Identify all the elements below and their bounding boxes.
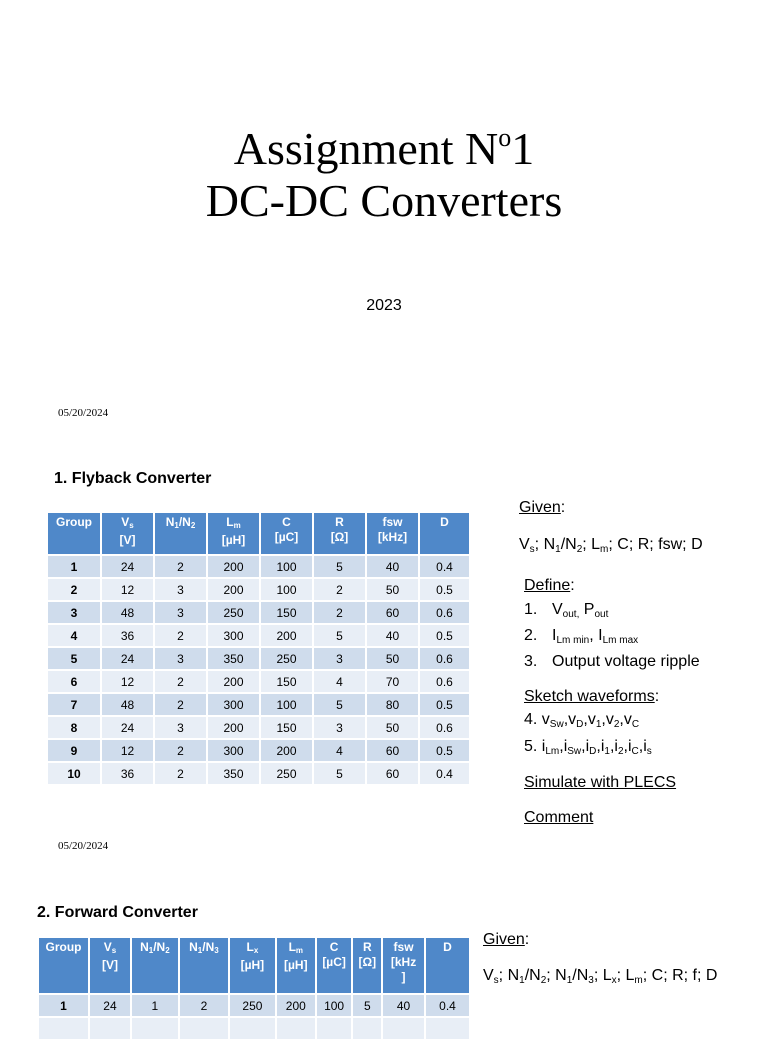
- given-values: $V_s$; $N_1/N_2$; $N_1/N_3$; $L_x$; $L_m$; C; R; f; D: [483, 967, 718, 986]
- table-row: 1 24 2 200 100 5 40 0.4: [48, 555, 470, 578]
- sketch-item-4: 4. $v_{Sw},v_D,v_1,v_2,v_C$: [524, 711, 640, 730]
- define-item-3: 3. Output voltage ripple: [524, 653, 700, 670]
- header-n1n3: $N_1/N_3$: [179, 938, 229, 994]
- sketch-item-5: 5. $i_{Lm},i_{Sw},i_D,i_1,i_2,i_C,i_s$: [524, 738, 652, 757]
- header-vs: $V_s$ [V]: [101, 513, 154, 555]
- header-lx: $L_x$ [µH]: [229, 938, 276, 994]
- title-line-1: Assignment $N^o1$: [233, 123, 535, 174]
- flyback-slide: [0, 440, 768, 874]
- header-n1n2: $N_1/N_2$: [154, 513, 207, 555]
- section-title: 2. Forward Converter: [37, 904, 198, 921]
- year-label: 2023: [366, 297, 402, 314]
- section-title: 1. Flyback Converter: [54, 470, 212, 487]
- header-c: C [µC]: [260, 513, 313, 555]
- header-r: R [Ω]: [313, 513, 366, 555]
- given-values: $V_s$; $N_1/N_2$; $L_m$; C; R; fsw; D: [519, 536, 703, 555]
- table-row: 5 24 3 350 250 3 50 0.6: [48, 647, 470, 670]
- header-vs: $V_s$ [V]: [89, 938, 131, 994]
- header-c: C [µC]: [316, 938, 353, 994]
- table-header-row: [48, 513, 470, 555]
- slide-title: [0, 112, 768, 227]
- title-slide: [0, 0, 768, 440]
- table-row: 2 12 3 200 100 2 50 0.5: [48, 578, 470, 601]
- header-d: D: [419, 513, 470, 555]
- sketch-heading: Sketch waveforms:: [524, 688, 660, 705]
- table-header-row: [39, 938, 470, 994]
- given-heading: Given:: [483, 931, 530, 948]
- table-row: 8 24 3 200 150 3 50 0.6: [48, 716, 470, 739]
- given-heading: Given:: [519, 499, 566, 516]
- header-fsw: fsw [kHz ]: [382, 938, 425, 994]
- flyback-table: [48, 513, 471, 784]
- table-row: 4 36 2 300 200 5 40 0.5: [48, 624, 470, 647]
- define-item-1: 1. $V_{out,}$ $P_{out}$: [524, 601, 609, 620]
- header-r: R [Ω]: [352, 938, 382, 994]
- table-row: 6 12 2 200 150 4 70 0.6: [48, 670, 470, 693]
- define-heading: Define:: [524, 577, 575, 594]
- comment-heading: Comment: [524, 809, 594, 826]
- table-row: [39, 1017, 470, 1039]
- define-item-2: 2. $I_{Lm min}$, $I_{Lm max}$: [524, 627, 639, 646]
- table-row: 9 12 2 300 200 4 60 0.5: [48, 739, 470, 762]
- slide-date: 05/20/2024: [58, 840, 109, 852]
- header-d: D: [425, 938, 470, 994]
- header-n1n2: $N_1/N_2$: [131, 938, 179, 994]
- header-lm: $L_m$ [µH]: [276, 938, 316, 994]
- table-row: 1 24 1 2 250 200 100 5 40 0.4: [39, 994, 470, 1017]
- header-group: Group: [39, 938, 89, 994]
- header-fsw: fsw [kHz]: [366, 513, 419, 555]
- table-row: 10 36 2 350 250 5 60 0.4: [48, 762, 470, 784]
- table-row: 3 48 3 250 150 2 60 0.6: [48, 601, 470, 624]
- table-row: 7 48 2 300 100 5 80 0.5: [48, 693, 470, 716]
- simulate-heading: Simulate with PLECS: [524, 774, 677, 791]
- slide-date: 05/20/2024: [58, 407, 109, 419]
- header-lm: $L_m$ [µH]: [207, 513, 260, 555]
- header-group: Group: [48, 513, 101, 555]
- title-line-2: DC-DC Converters: [205, 175, 563, 226]
- forward-slide: [0, 874, 768, 1024]
